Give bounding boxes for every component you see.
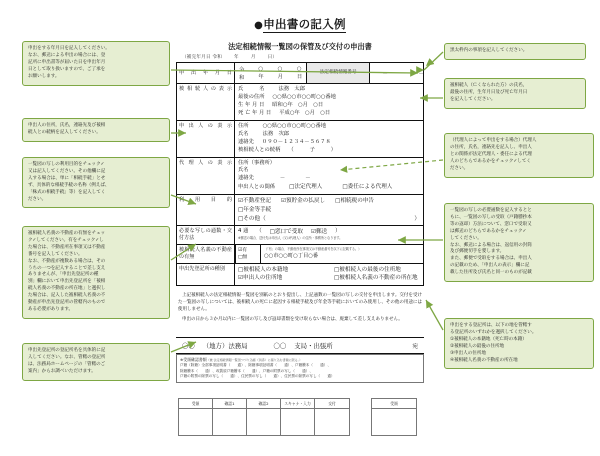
callout-line: ②被相続人の最後の住所地: [450, 343, 505, 349]
office-mark-2[interactable]: 〇〇: [273, 342, 287, 350]
checkbox-office-domicile[interactable]: □被相続人の本籍地: [238, 267, 289, 274]
stamp-header: スキャナ・入力: [281, 399, 314, 409]
callout-line: 等の返却）方法について、窓口で受取又: [450, 221, 532, 227]
callout-agent: [444, 133, 594, 178]
stamp-box[interactable]: [281, 409, 314, 435]
decedent-death-value: 平成○年 ○月 ○日: [279, 109, 331, 116]
copies-note: ※郵送の場合、送付先は申出人（又は代理人）の住所・事務所となります。: [238, 236, 343, 241]
checkbox-office-property-location[interactable]: □被相続人名義の不動産の所在地: [334, 275, 418, 282]
completion-date-day: 日）: [267, 55, 278, 60]
callout-line: た場合は、不動産所在事項又は不動産: [28, 244, 106, 250]
stamp-column: [213, 399, 247, 435]
label-property: 被相続人名義の不動産の有無: [179, 246, 232, 260]
callout-line: なお、不動産が複数ある場合は、その: [28, 258, 106, 264]
agent-relation-key: 申出人との関係: [238, 184, 276, 191]
decedent-birth-key: 生 年 月 日: [238, 101, 265, 108]
receipt-stamp-box-group: [371, 398, 417, 436]
applicant-name-value: 法務 次郎: [262, 130, 290, 137]
agent-tel-dash-2: －: [305, 175, 311, 182]
callout-black-frame: [444, 43, 586, 60]
callout-office-name: [22, 343, 170, 381]
decedent-address-value: ○○県○○市○○町○○番地: [272, 93, 336, 100]
value-apply-date: [235, 63, 306, 83]
callout-line: 一覧図の写しの利用目的をチェック✓: [28, 162, 105, 167]
callout-line: の記載のため、「申出人の表示」欄に記: [450, 263, 530, 269]
callout-line: 動産が申出先登記所の管轄内のもので: [28, 300, 106, 306]
stamp-column: [179, 399, 213, 435]
title-bullet-icon: ●: [254, 20, 264, 31]
checkbox-purpose-deposit[interactable]: ☑預貯金の払戻し: [280, 198, 326, 205]
info-number-dash-2: －: [418, 71, 424, 77]
callout-line: 入する場合は、単に「相続手続」とせ: [28, 175, 106, 181]
decedent-death-key: 死 亡 年 月 日: [238, 109, 272, 116]
form-row-decedent: [177, 84, 423, 121]
applicant-relation-key: 被相続人との続柄: [238, 146, 281, 153]
receipt-confirmation-documents: [176, 354, 424, 383]
callout-line: る登記所のいずれかを選択してください。: [450, 329, 537, 335]
checkbox-property-yes[interactable]: ☑有: [238, 247, 248, 253]
form-row-copies: [177, 226, 423, 245]
label-inheritance-info-number: 法定相続情報番号: [306, 63, 370, 83]
checkbox-property-no[interactable]: □無: [238, 254, 248, 260]
decedent-address-key: 最後の住所: [238, 93, 265, 100]
label-applicant: 申出人の表示: [179, 122, 232, 129]
callout-apply-date: [22, 41, 170, 86]
callout-line: は郵送のどちらであるかをチェック✓: [450, 228, 527, 234]
callout-line: との関係が法定代理人・委任による代理: [450, 151, 532, 157]
completion-date-label: （補完年月日 令和: [182, 55, 223, 60]
callout-line: 続人名義の不動産の所在地」と選択し: [28, 286, 106, 292]
form-row-applicant: [177, 121, 423, 158]
callout-line: ③申出人の住所地: [450, 350, 486, 356]
checkbox-purpose-realestate[interactable]: ☑不動産登記: [238, 198, 271, 205]
callout-line: 又は記入してください。その他欄に記: [28, 168, 106, 174]
label-office-type: 申出先登記所の種別: [179, 266, 225, 273]
callout-line: 及び郵便切手を要します。: [450, 249, 505, 255]
value-property: [261, 245, 423, 263]
label-decedent: 被相続人の表示: [179, 86, 232, 92]
callout-line: ず、具体的な相続手続の名称（例えば、: [28, 182, 110, 188]
form-subtitle: 法定相続情報一覧図の保管及び交付の申出書: [228, 42, 372, 51]
agent-tel-dash-1: －: [279, 175, 286, 182]
callout-line: 日として取り扱いますので、ご了承を: [28, 66, 106, 72]
stamp-box[interactable]: [315, 409, 349, 435]
callout-line: なお、郵送による申出の場合には、登: [28, 52, 106, 58]
callout-line: ク✓してください。有をチェック✓し: [28, 237, 104, 243]
value-agent: [235, 158, 423, 195]
apply-date-day: ○日: [296, 66, 303, 80]
label-copies: 必要な写しの通数・交付方法: [179, 227, 232, 241]
stamp-column: [247, 399, 281, 435]
callout-line: 人のどちらであるかをチェック✓してく: [450, 158, 531, 164]
application-form-table: [176, 62, 424, 286]
apply-date-era: 令和: [239, 67, 245, 81]
callout-line: ①被相続人の本籍地（死亡時の本籍）: [450, 336, 527, 342]
callout-line: を記入してください。: [450, 96, 496, 102]
applicant-tel-value: ０９０－１２３４－５６７８: [261, 138, 331, 145]
checkbox-purpose-tax[interactable]: □相続税の申告: [335, 198, 375, 205]
stamp-header: 確認2: [247, 399, 280, 409]
stamp-header: 交付: [315, 399, 349, 409]
callout-line: 入してください。なお、管轄の登記所: [28, 354, 106, 360]
stamp-box[interactable]: [247, 409, 280, 435]
callout-line: うちの一つを記入することで差し支え: [28, 265, 106, 271]
applicant-tel-key: 連絡先: [238, 138, 254, 145]
callout-decedent: [444, 78, 586, 109]
attachments-line-2: 除籍謄本（ 通）、改製原戸籍謄本（ 通）、戸籍の附票の写し（ 通）、: [180, 368, 313, 373]
callout-line: 最後の住所，生年月日及び死亡年月日: [450, 89, 528, 95]
office-mark-1[interactable]: 〇〇: [182, 342, 195, 350]
callout-line: ある必要があります。: [28, 306, 74, 312]
callout-line: ださい。: [450, 165, 469, 171]
completion-date-year: 年: [234, 55, 239, 60]
callout-line: は、法務局ホームページの「管轄のご: [28, 361, 106, 367]
applicant-relation-value: （ 子 ）: [288, 146, 337, 153]
callout-line: 被相続人名義の不動産の有無をチェッ: [28, 231, 106, 236]
office-branch-label: 支局・出張所: [294, 342, 333, 350]
callout-line: なお、郵送による場合は、返信用の封筒: [450, 242, 532, 248]
form-row-agent: [177, 158, 423, 196]
stamp-header: 確認1: [213, 399, 246, 409]
callout-applicant-info: [22, 118, 170, 142]
agent-tel-key: 連絡先: [238, 175, 254, 182]
callout-line: また、郵便で受取をする場合は、申出人: [450, 256, 532, 262]
callout-line: 別」欄において申出先登記所を「被相: [28, 279, 106, 285]
processing-stamp-grid: [178, 398, 350, 436]
purpose-other-close-paren: ）: [414, 215, 420, 222]
value-decedent: [235, 84, 423, 120]
callout-line: た場合は、記入した被相続人名義の不: [28, 293, 106, 299]
callout-copies: [444, 203, 594, 282]
callout-line: 申出をする年月日を記入してください。: [28, 46, 110, 51]
callout-line: ださい。: [28, 196, 47, 202]
callout-line: 続人との続柄を記入してください。: [28, 129, 101, 135]
decedent-birth-value: 昭和○年 ○月 ○日: [272, 101, 324, 108]
applicant-address-key: 住所: [238, 122, 249, 129]
callout-line: 「株式の相続手続」等）を記入してく: [28, 189, 106, 195]
checkbox-purpose-other[interactable]: □その他（: [238, 215, 266, 222]
decedent-name-key: 氏 名: [238, 86, 265, 92]
label-agent: 代理人の表示: [179, 159, 232, 166]
callout-line: してください。: [450, 235, 482, 241]
value-office-type: [235, 264, 423, 285]
info-number-dash-1: －: [382, 71, 388, 77]
agent-address-key: 住所（事務所）: [238, 159, 276, 166]
callout-purpose: [22, 157, 170, 208]
callout-office-type: [444, 318, 594, 369]
form-row-office-type: [177, 264, 423, 285]
apply-date-year: ○年: [258, 66, 264, 80]
callout-line: ありませんが、「申出先登記所の種: [28, 272, 99, 278]
callout-line: 番号を記入してください。: [28, 251, 83, 257]
attachments-header-text: ※受領確認書類: [180, 357, 207, 362]
form-row-apply-date: [177, 63, 423, 84]
receipt-stamp-header: 受領: [372, 399, 416, 409]
callout-line: の住所，氏名，連絡先を記入し、申出人: [450, 144, 532, 150]
applicant-name-key: 氏名: [238, 130, 249, 137]
form-row-purpose: [177, 195, 423, 226]
checkbox-statutory-agent[interactable]: □法定代理人: [289, 184, 323, 191]
stamp-box[interactable]: [179, 409, 212, 435]
stamp-column: [315, 399, 349, 435]
stamp-column: [281, 399, 315, 435]
copies-paren-open: （: [256, 228, 262, 235]
value-applicant: [235, 121, 423, 157]
checkbox-office-last-address[interactable]: □被相続人の最後の住所地: [334, 267, 401, 274]
callout-line: 申出人の住所，氏名，連絡先及び被相: [28, 123, 106, 128]
decedent-name-value: 法務 太郎: [278, 86, 305, 92]
completion-date-month: 月: [250, 55, 256, 60]
property-note: （「有」の場合、不動産所在事項又は不動産番号を以下に記載する。）: [264, 246, 362, 251]
checkbox-pickup-counter[interactable]: □窓口で受取: [269, 228, 303, 235]
page-title: [0, 16, 600, 32]
applicant-address-value: ○○県○○市○○町○○番地: [262, 122, 327, 129]
callout-line: 一覧図の写しの必要通数を記入するとと: [450, 208, 532, 213]
receipt-stamp-box[interactable]: [372, 409, 416, 435]
destination-office-line: [176, 337, 424, 354]
form-row-property: [177, 245, 423, 264]
label-apply-date: 申 出 年 月 日: [179, 69, 232, 76]
property-value[interactable]: ○○市○○町○丁目○番: [264, 253, 319, 260]
agent-name-key: 氏名: [238, 167, 249, 174]
form-completion-date-line: [182, 54, 277, 60]
office-region-label: （地方）法務局: [202, 342, 248, 350]
stamp-box[interactable]: [213, 409, 246, 435]
checkbox-purpose-pension[interactable]: □年金等手続: [238, 206, 272, 213]
stamp-header: 受領: [179, 399, 212, 409]
callout-line: （代理人によって申出をする場合）代理人: [450, 138, 537, 143]
copies-paren-close: ）: [335, 228, 341, 235]
label-purpose: 利 用 目 的: [179, 197, 232, 204]
attachments-line-3: 戸籍の附票の除票の写し（ 通）、住民票の写し（ 通）、住民票の除票の写し（ 通）: [180, 374, 335, 379]
declaration-paragraph-2: 申出の日から３か月以内に一覧図の写し及び返却書類を受け取らない場合は、廃棄して差し支えありません。: [182, 316, 403, 322]
callout-line: ④被相続人名義の不動産の所在地: [450, 357, 518, 363]
value-copies: [235, 226, 423, 244]
attachments-line-1: 戸籍（除籍）全部事項証明書（ 通）、除籍事項証明書（ 通）、戸籍謄本（ 通）、: [180, 363, 331, 368]
callout-line: 申出をする登記所は、以下の地を管轄す: [450, 323, 532, 328]
callout-line: お願いします。: [28, 73, 60, 79]
callout-line: 申出先登記所の登記所名を具体的に記: [28, 348, 106, 353]
checkbox-delegated-agent[interactable]: □委任による代理人: [342, 184, 393, 191]
property-yesno-group: [235, 245, 261, 263]
callout-property: [22, 226, 170, 319]
callout-line: 黒太枠内の事項を記入してください。: [450, 48, 528, 53]
value-purpose: [235, 195, 423, 225]
office-destination-suffix: 宛: [412, 343, 418, 350]
callout-line: 被相続人（亡くなられた方）の氏名，: [450, 83, 528, 88]
declaration-paragraph-1: 上記被相続人の法定相続情報一覧図を別紙のとおり提出し、上記通数の一覧図の写しの交付を申出します。交付を受けた一覧図の写しについては、被相続人の死亡に起因する相続手続及び年金等手続においてのみ使用し、その他の用途には使用しません。: [178, 293, 422, 312]
checkbox-delivery-mail[interactable]: ☑郵送: [310, 228, 328, 235]
checkbox-office-applicant-address[interactable]: ☑申出人の住所地: [238, 275, 283, 282]
value-inheritance-info-number: [370, 63, 436, 83]
copies-count[interactable]: 4 通: [238, 228, 249, 235]
callout-line: 載した住所及び氏名と同一のものが記載: [450, 270, 532, 276]
callout-line: もに、一覧図の写しの受取（戸籍謄抄本: [450, 214, 532, 220]
callout-line: 記所に申出書等が届いた日を申出年月: [28, 59, 106, 65]
attachments-header-note: （兼 法定相続情報一覧図つづり込帳（別添）に綴り込む書類に限る。）: [206, 358, 303, 362]
callout-line: 案内」からお調べいただけます。: [28, 368, 96, 374]
declaration-paragraphs: [178, 293, 422, 327]
apply-date-month: ○月: [277, 66, 283, 80]
title-text: 申出書の記入例: [263, 17, 346, 31]
